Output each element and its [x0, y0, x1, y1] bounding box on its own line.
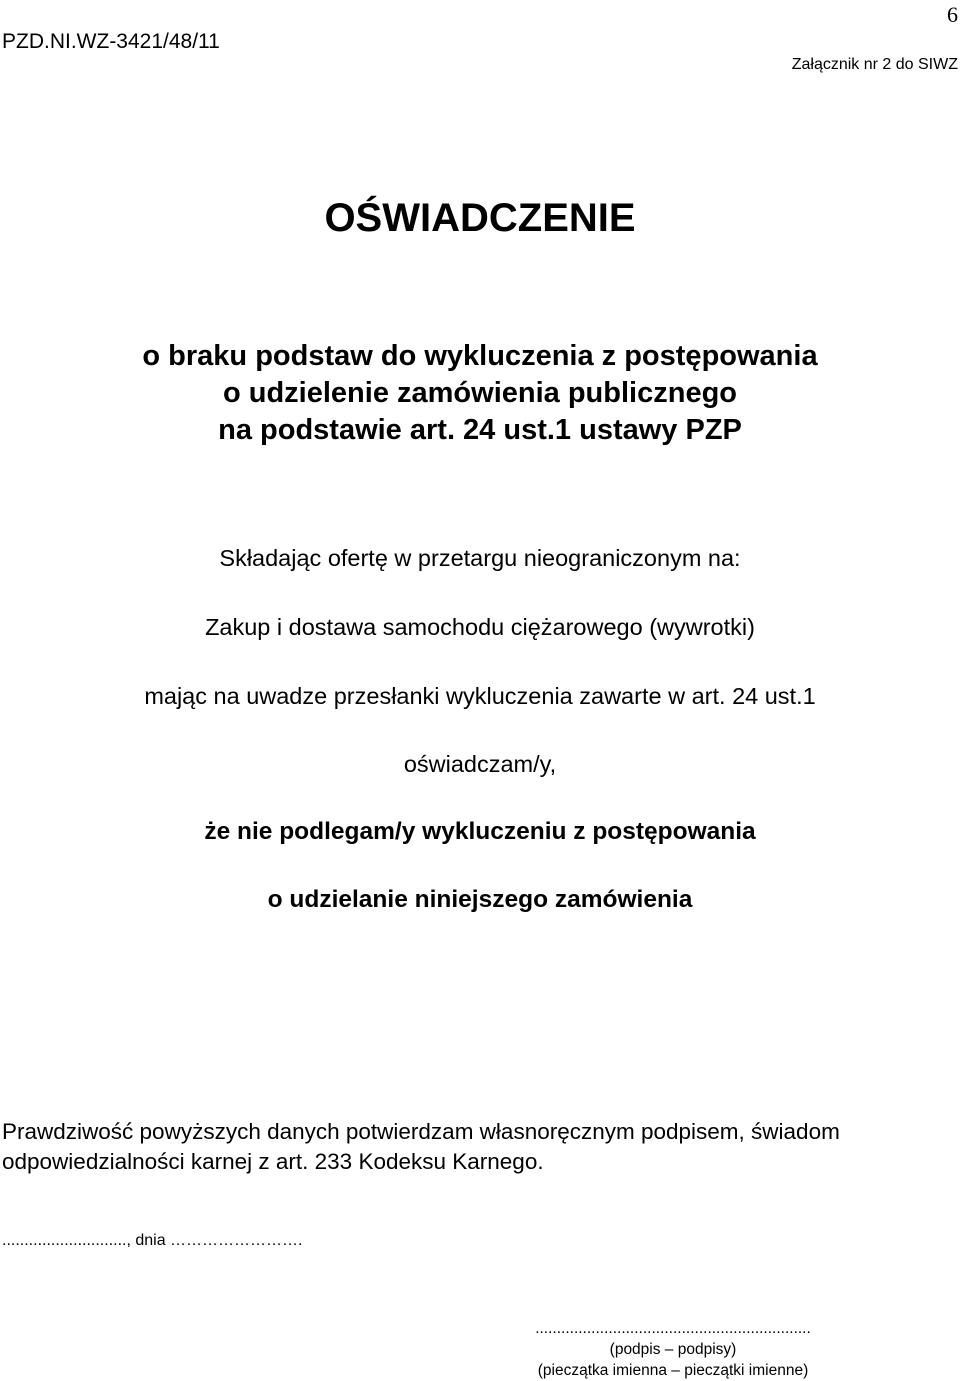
document-title: OŚWIADCZENIE — [324, 196, 636, 240]
place-date-field: ............................, dnia ……………………. — [2, 1232, 303, 1249]
subtitle-line-1: o braku podstaw do wykluczenia z postępowania — [142, 340, 818, 372]
page-number: 6 — [947, 2, 958, 27]
stamp-label: (pieczątka imienna – pieczątki imienne) — [537, 1362, 809, 1379]
statement-line-1: Prawdziwość powyższych danych potwierdzam własnoręcznym podpisem, świadom — [2, 1119, 840, 1144]
body-line-offer: Składając ofertę w przetargu nieograniczonym na: — [219, 545, 741, 571]
statement-line-2: odpowiedzialności karnej z art. 233 Kodeksu Karnego. — [2, 1149, 544, 1174]
body-line-not-excluded: że nie podlegam/y wykluczeniu z postępowania — [204, 818, 756, 845]
attachment-label: Załącznik nr 2 do SIWZ — [791, 56, 958, 73]
body-line-premises: mając na uwadze przesłanki wykluczenia zawarte w art. 24 ust.1 — [144, 683, 816, 709]
truthfulness-statement — [2, 1117, 960, 1177]
subtitle-line-2: o udzielenie zamówienia publicznego — [222, 377, 737, 409]
body-line-subject: Zakup i dostawa samochodu ciężarowego (wywrotki) — [205, 614, 755, 640]
body-line-contract: o udzielanie niniejszego zamówienia — [267, 886, 693, 913]
document-subtitle — [0, 338, 960, 449]
body-line-declare: oświadczam/y, — [403, 751, 557, 777]
subtitle-line-3: na podstawie art. 24 ust.1 ustawy PZP — [218, 414, 742, 446]
signature-block — [520, 1318, 826, 1381]
signature-label: (podpis – podpisy) — [609, 1341, 737, 1358]
signature-dots: ................................................................ — [535, 1320, 811, 1337]
document-reference: PZD.NI.WZ-3421/48/11 — [2, 30, 220, 53]
